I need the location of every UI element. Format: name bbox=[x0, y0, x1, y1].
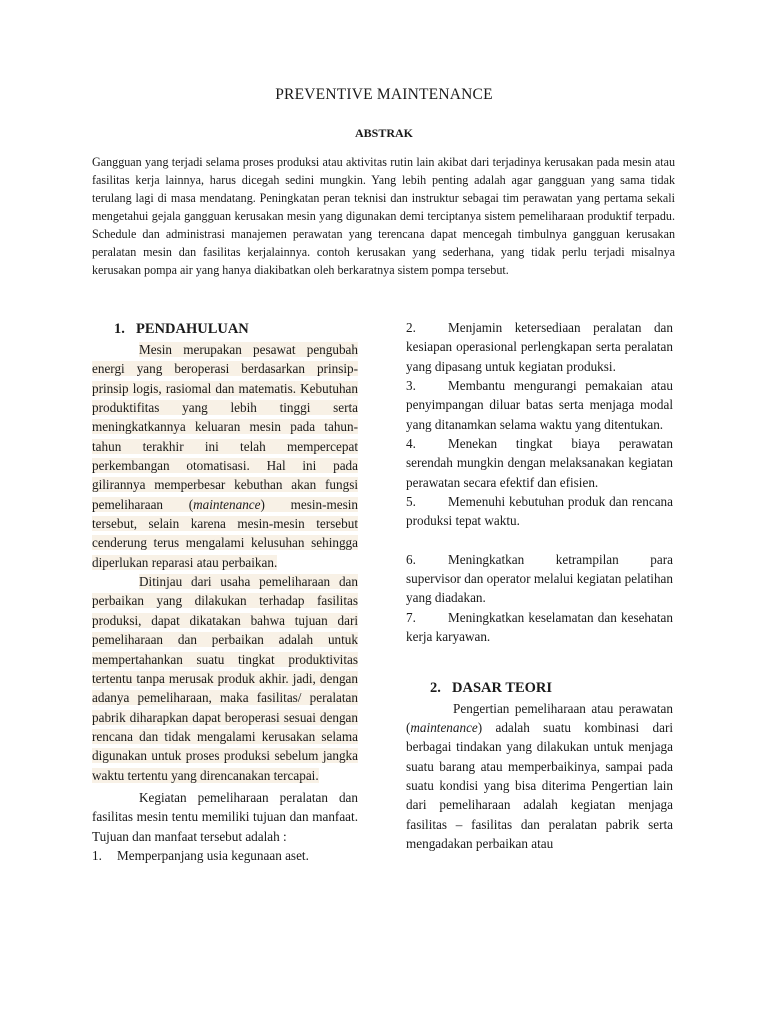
italic-term: maintenance bbox=[193, 496, 261, 512]
italic-term: maintenance bbox=[410, 719, 478, 735]
highlighted-text bbox=[92, 342, 358, 570]
list-number: 5. bbox=[406, 494, 416, 510]
section-title: DASAR TEORI bbox=[452, 679, 553, 696]
list-text: Menjamin ketersediaan peralatan dan kesiapan operasional perlengkapan serta peralatan yang dipasang untuk kegiatan produksi. bbox=[406, 320, 673, 374]
list-text: Menekan tingkat biaya perawatan serendah mungkin dengan melaksanakan kegiatan perawatan secara efektif dan efisien. bbox=[406, 436, 673, 490]
list-number: 7. bbox=[406, 609, 416, 625]
section-number: 2. bbox=[430, 679, 441, 696]
list-item bbox=[406, 376, 673, 434]
right-column bbox=[406, 318, 673, 853]
paper-title: PREVENTIVE MAINTENANCE bbox=[275, 86, 493, 103]
section-heading-dasar-teori bbox=[406, 677, 673, 699]
paragraph-intro-3: Kegiatan pemeliharaan peralatan dan fasilitas mesin tentu memiliki tujuan dan manfaat. Tujuan dan manfaat tersebut adalah : bbox=[92, 789, 358, 844]
list-text: Memperpanjang usia kegunaan aset. bbox=[117, 847, 309, 863]
spacer bbox=[406, 531, 673, 550]
list-item bbox=[406, 608, 673, 647]
list-text: Meningkatkan ketrampilan para supervisor dan operator melalui kegiatan pelatihan yang diadakan. bbox=[406, 551, 673, 606]
list-item bbox=[406, 492, 673, 531]
paragraph-intro-1 bbox=[92, 340, 358, 572]
list-item bbox=[406, 318, 673, 376]
section-heading-pendahuluan bbox=[92, 318, 358, 340]
highlighted-text: Ditinjau dari usaha pemeliharaan dan perbaikan yang dilakukan terhadap fasilitas produksi, dapat dikatakan bahwa tujuan dari pemeliharaan dan perbaikan adalah untuk mempertahankan suatu tingkat produktivitas tertentu tanpa merusak produk akhir. jadi, dengan adanya pemeliharaan, maka fasilitas/ peralatan pabrik diharapkan dapat beroperasi sesuai dengan rencana dan tidak mengalami kerusakan selama digunakan untuk proses produksi sebelum jangka waktu tertentu yang direncanakan tercapai. bbox=[92, 574, 358, 783]
text-run: ) mesin-mesin tersebut, selain karena mesin-mesin tersebut cenderung terus mengalami kelusuhan sehingga diperlukan reparasi atau perbaikan. bbox=[92, 496, 358, 570]
text-run: ) adalah suatu kombinasi dari berbagai tindakan yang dilakukan untuk menjaga suatu barang atau memperbaikinya, sampai pada suatu kondisi yang bisa diterima Pengertian lain dari pemeliharaan adalah kegiatan menjaga fasilitas – fasilitas dan peralatan pabrik serta mengadakan perbaikan atau bbox=[406, 719, 673, 851]
spacer bbox=[406, 647, 673, 677]
list-number: 4. bbox=[406, 436, 416, 452]
list-text: Membantu mengurangi pemakaian atau penyimpangan diluar batas serta menjaga modal yang ditanamkan selama waktu yang ditentukan. bbox=[406, 378, 673, 432]
list-text: Meningkatkan keselamatan dan kesehatan kerja karyawan. bbox=[406, 609, 673, 645]
list-item bbox=[406, 550, 673, 608]
paragraph-theory-1 bbox=[406, 699, 673, 854]
paragraph-intro-2 bbox=[92, 572, 358, 785]
list-number: 1. bbox=[92, 847, 102, 863]
list-text: Memenuhi kebutuhan produk dan rencana produksi tepat waktu. bbox=[406, 494, 673, 529]
list-number: 3. bbox=[406, 378, 416, 394]
section-number: 1. bbox=[114, 321, 125, 337]
text-run: Pengertian pemeliharaan atau perawatan ( bbox=[406, 700, 673, 735]
section-title: PENDAHULUAN bbox=[136, 321, 249, 337]
list-number: 2. bbox=[406, 320, 416, 335]
abstract-text: Gangguan yang terjadi selama proses produksi atau aktivitas rutin lain akibat dari terjadinya kerusakan pada mesin atau fasilitas kerja lainnya, harus dicegah sedini mungkin. Yang lebih penting adalah agar gangguan yang sama tidak terulang lagi di masa mendatang. Peningkatan peran teknisi dan instruktur sebagai tim perawatan yang pertama sekali mengetahui gejala gangguan kerusakan mesin yang digunakan demi terciptanya sistem pemeliharaan produktif terpadu. Schedule dan administrasi manajemen perawatan yang terencana dapat mencegah timbulnya gangguan kerusakan peralatan mesin dan fasilitas kerjalainnya. contoh kerusakan yang sederhana, yang tidak perlu terjadi misalnya kerusakan pompa air yang hanya diakibatkan oleh berkaratnya sistem pompa tersebut. bbox=[92, 155, 675, 278]
left-column bbox=[92, 318, 358, 865]
list-number: 6. bbox=[406, 551, 416, 567]
abstract-heading: ABSTRAK bbox=[354, 126, 413, 140]
text-run: Mesin merupakan pesawat pengubah energi yang beroperasi berdasarkan prinsip-prinsip logis, rasiomal dan matematis. Kebutuhan produktifitas yang lebih tinggi serta meningkatkannya keluaran mesin pada tahun-tahun terakhir ini telah mempercepat perkembangan otomatisasi. Hal ini pada gilirannya memperbesar kebuthan akan fungsi pemeliharaan ( bbox=[92, 342, 358, 512]
list-item bbox=[406, 434, 673, 492]
list-item bbox=[92, 846, 358, 865]
